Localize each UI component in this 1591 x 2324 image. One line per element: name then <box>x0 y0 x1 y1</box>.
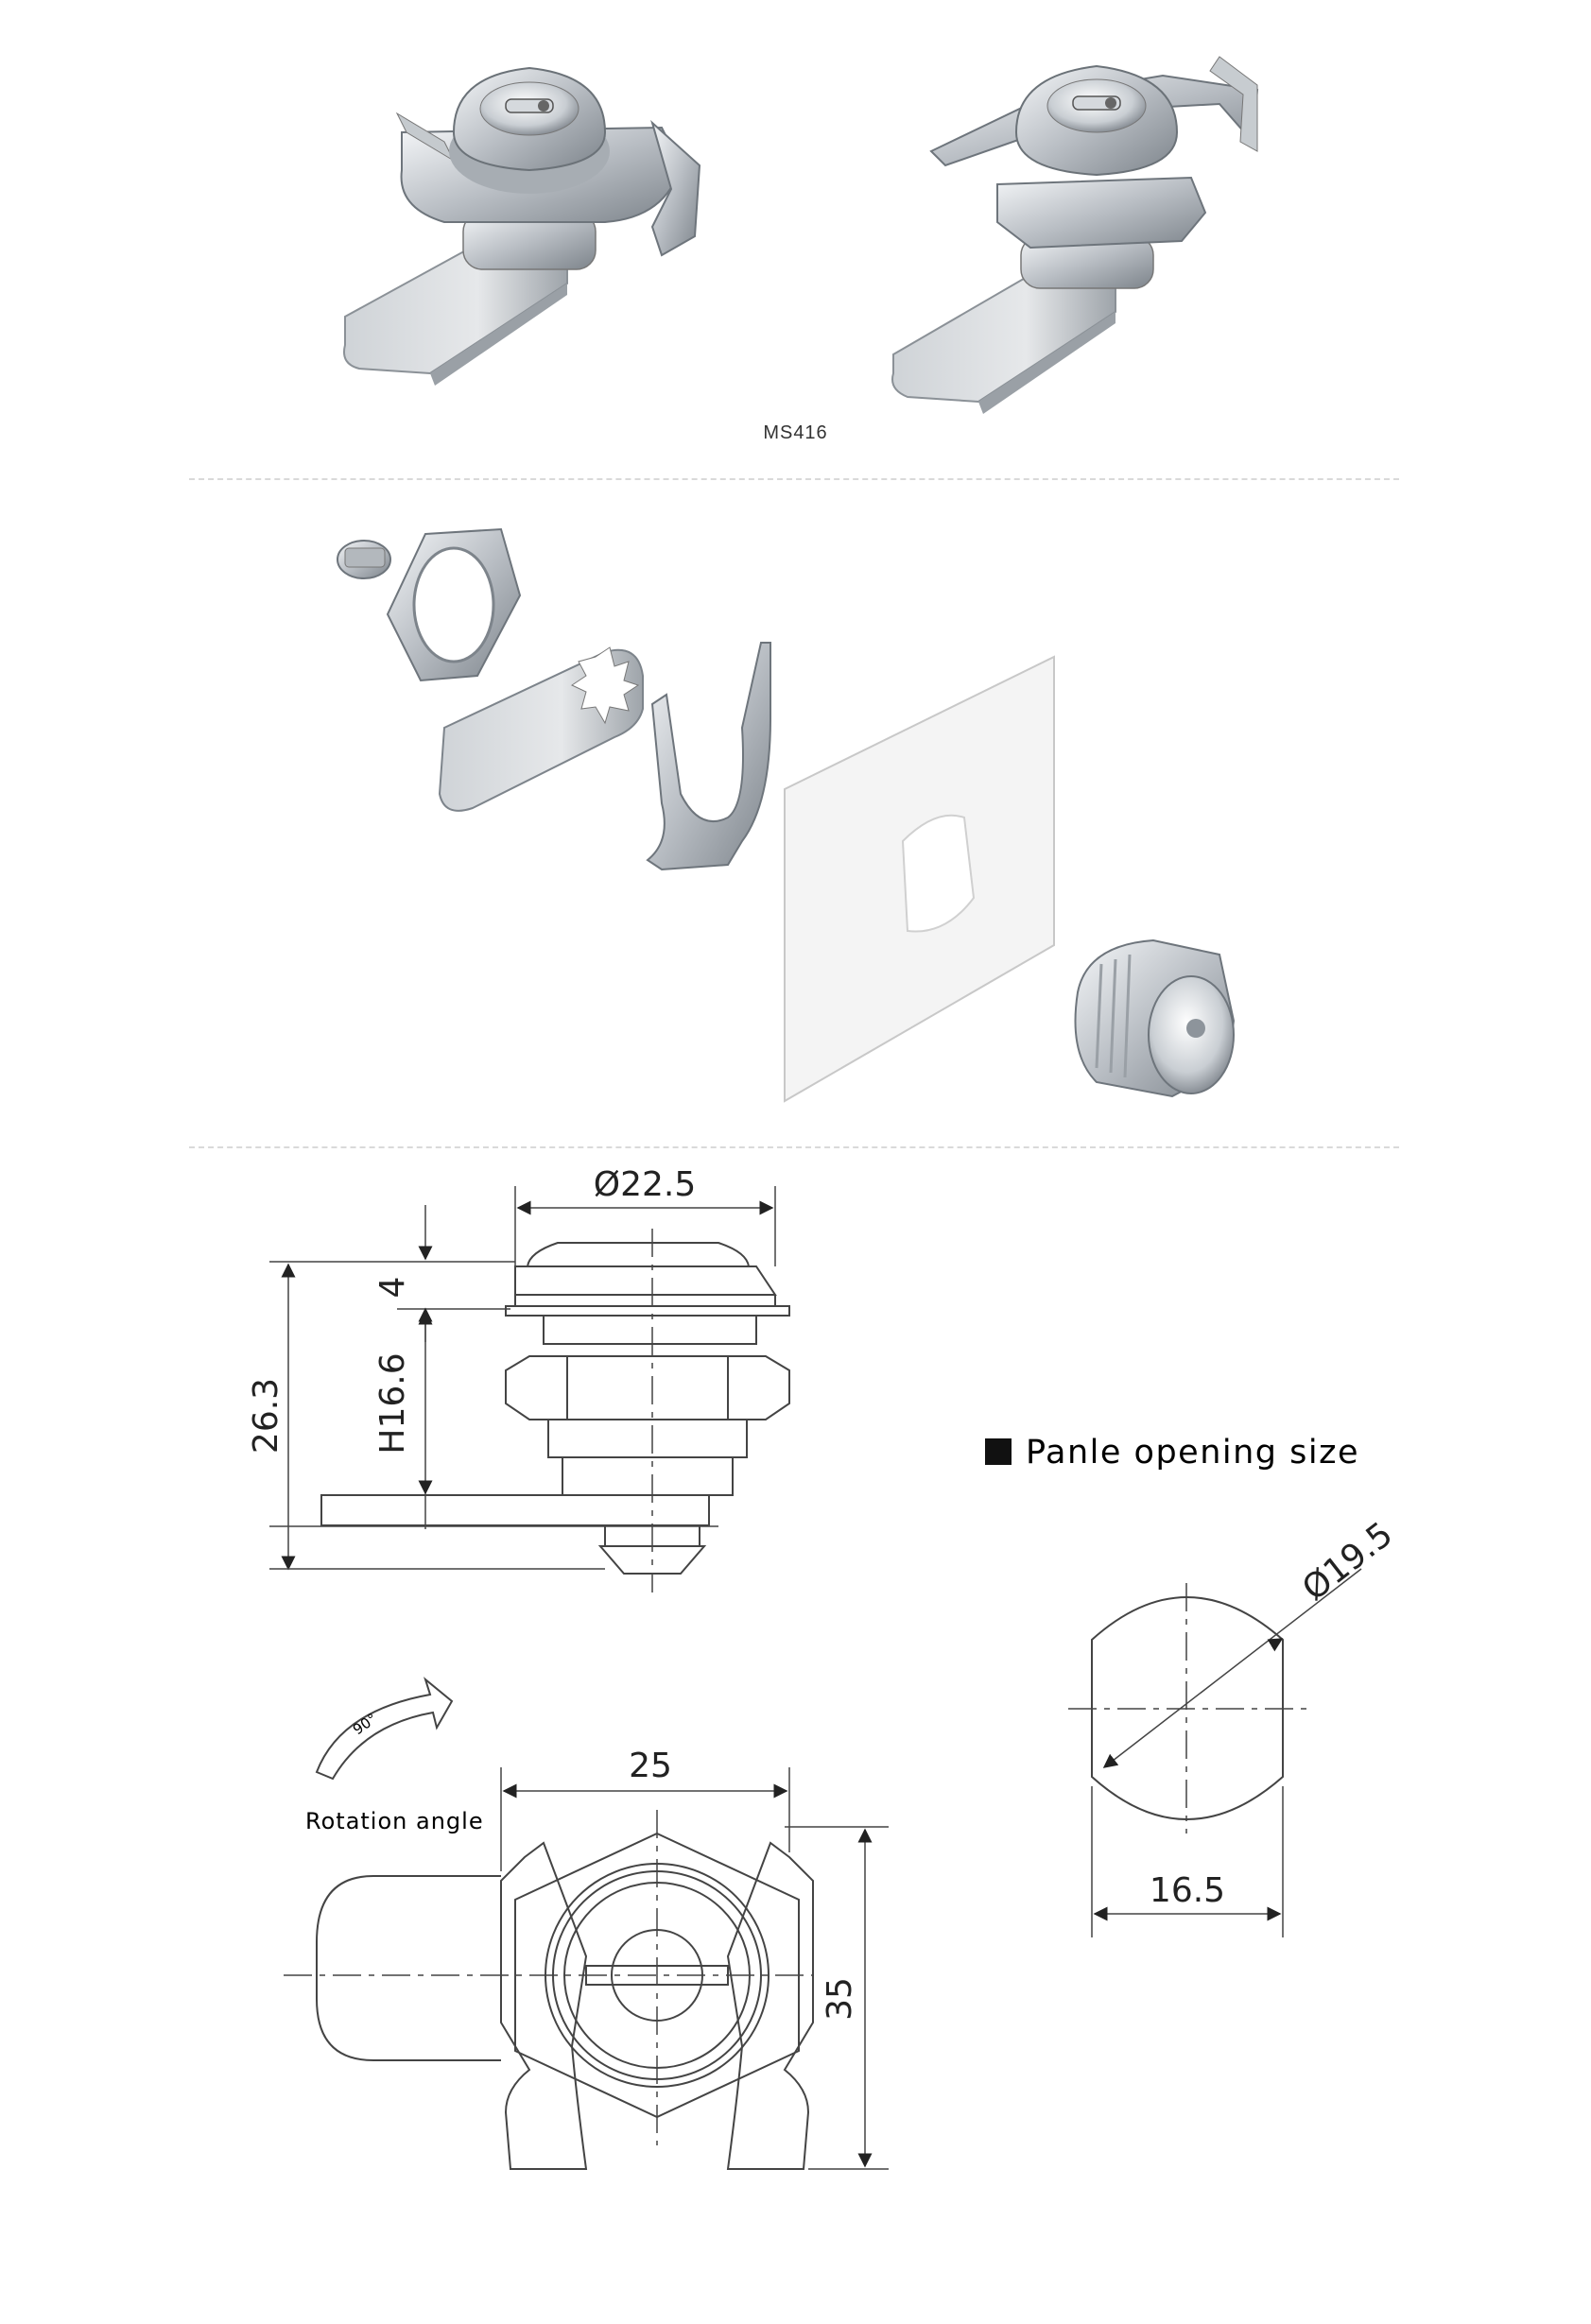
technical-drawing <box>0 1153 1591 2324</box>
rotation-degrees: 90° <box>349 1710 381 1739</box>
panel-opening-heading: Panle opening size <box>1026 1434 1360 1472</box>
divider-top <box>189 478 1399 480</box>
model-caption: MS416 <box>763 422 828 443</box>
dim-opening-width: 16.5 <box>1149 1871 1226 1910</box>
dim-total-height: 26.3 <box>247 1377 285 1455</box>
rotation-label: Rotation angle <box>305 1808 484 1834</box>
spring-clip-part <box>648 643 770 869</box>
dim-top-diameter: Ø22.5 <box>593 1165 697 1204</box>
dim-head-height: 4 <box>373 1276 412 1299</box>
dim-body-height: H16.6 <box>373 1352 412 1455</box>
divider-bottom <box>189 1146 1399 1148</box>
front-view-dimensions <box>501 1767 889 2169</box>
dim-opening-diameter: Ø19.5 <box>1295 1514 1401 1610</box>
lock-cylinder-part <box>1076 940 1235 1096</box>
hex-nut-part <box>388 529 520 680</box>
dim-cam-width: 25 <box>629 1747 672 1785</box>
lock-photo-front <box>344 68 700 386</box>
dim-clip-height: 35 <box>821 1977 859 2021</box>
heading-square-icon <box>985 1438 1012 1465</box>
front-view-drawing <box>284 1810 813 2169</box>
exploded-view <box>0 491 1591 1144</box>
lock-photo-rear <box>892 57 1257 414</box>
product-photos <box>0 0 1591 444</box>
panel-sheet <box>785 657 1054 1101</box>
screw-part <box>337 541 390 578</box>
rotation-arrow-icon <box>317 1679 452 1779</box>
